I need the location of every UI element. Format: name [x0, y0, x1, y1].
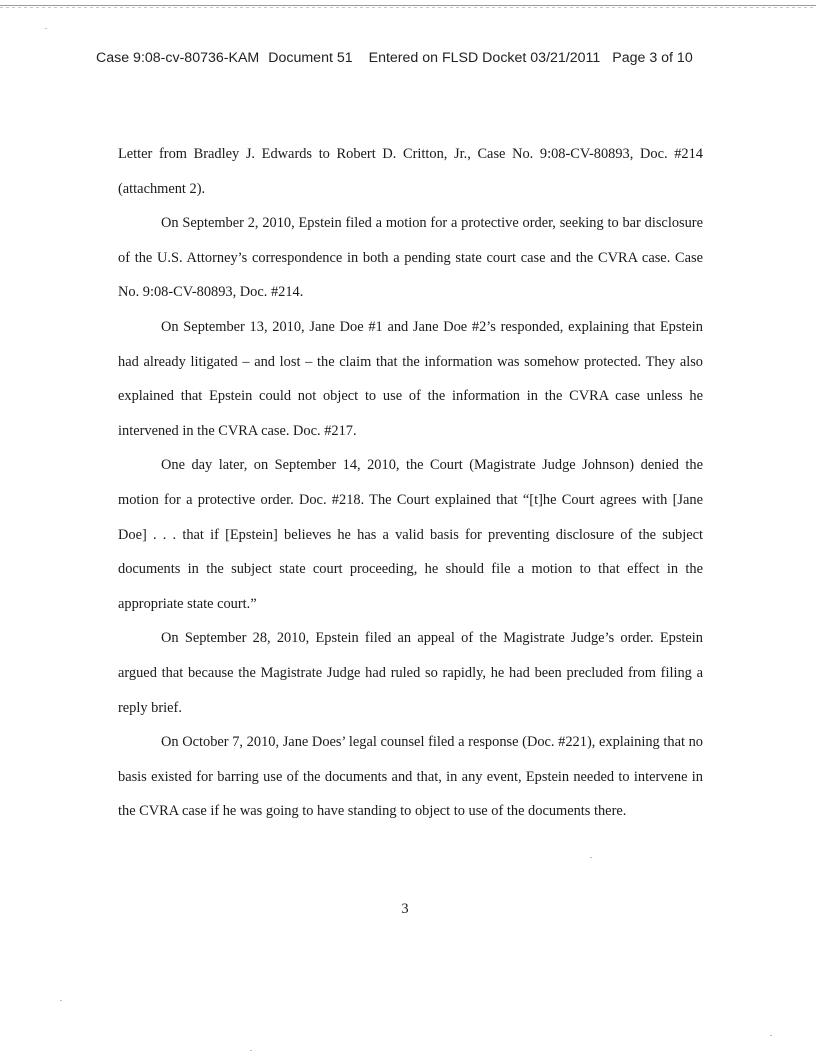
- paragraph: One day later, on September 14, 2010, the Court (Magistrate Judge Johnson) denied the motion for a protective order. Doc. #218. The Court explained that “[t]he Court agrees with [Jane Doe] . . . that if [Epstein] believes he has a valid basis for preventing disclosure of the subject documents in the subject state court proceeding, he should file a motion to that effect in the appropriate state court.”: [118, 457, 703, 612]
- paragraph: Letter from Bradley J. Edwards to Robert D. Critton, Jr., Case No. 9:08-CV-80893, Doc. #214 (attachment 2).: [118, 146, 703, 197]
- page-number-text: 3: [401, 901, 409, 917]
- document-number: Document 51: [268, 50, 353, 66]
- court-filing-header: [96, 50, 693, 66]
- scan-speck: [60, 1000, 62, 1001]
- page-indicator: Page 3 of 10: [612, 50, 693, 66]
- scan-speck: [45, 28, 47, 29]
- page-number: [0, 901, 816, 918]
- paragraph: On September 2, 2010, Epstein filed a motion for a protective order, seeking to bar disclosure of the U.S. Attorney’s correspondence in both a pending state court case and the CVRA case. Case No. 9:08-CV-80893, Doc. #214.: [118, 215, 703, 301]
- paragraph: On September 13, 2010, Jane Doe #1 and Jane Doe #2’s responded, explaining that Epstein had already litigated – and lost – the claim that the information was somehow protected. They also explained that Epstein could not object to use of the information in the CVRA case unless he intervened in the CVRA case. Doc. #217.: [118, 318, 703, 439]
- paragraph: On October 7, 2010, Jane Does’ legal counsel filed a response (Doc. #221), explaining that no basis existed for barring use of the documents and that, in any event, Epstein needed to intervene in the CVRA case if he was going to have standing to object to use of the documents there.: [118, 734, 703, 820]
- scan-artifact-top-edge: [0, 0, 816, 14]
- paragraph: On September 28, 2010, Epstein filed an appeal of the Magistrate Judge’s order. Epstein argued that because the Magistrate Judge had ruled so rapidly, he had been precluded from filing a reply brief.: [118, 630, 703, 716]
- scan-speck: [590, 857, 592, 858]
- case-number: Case 9:08-cv-80736-KAM: [96, 50, 260, 66]
- scan-line: [0, 5, 816, 6]
- docket-entry: Entered on FLSD Docket 03/21/2011: [368, 50, 601, 66]
- scan-speck: [250, 1050, 252, 1051]
- scan-dotted-line: [0, 7, 816, 8]
- scan-speck: [770, 1035, 772, 1036]
- document-body: [118, 137, 703, 829]
